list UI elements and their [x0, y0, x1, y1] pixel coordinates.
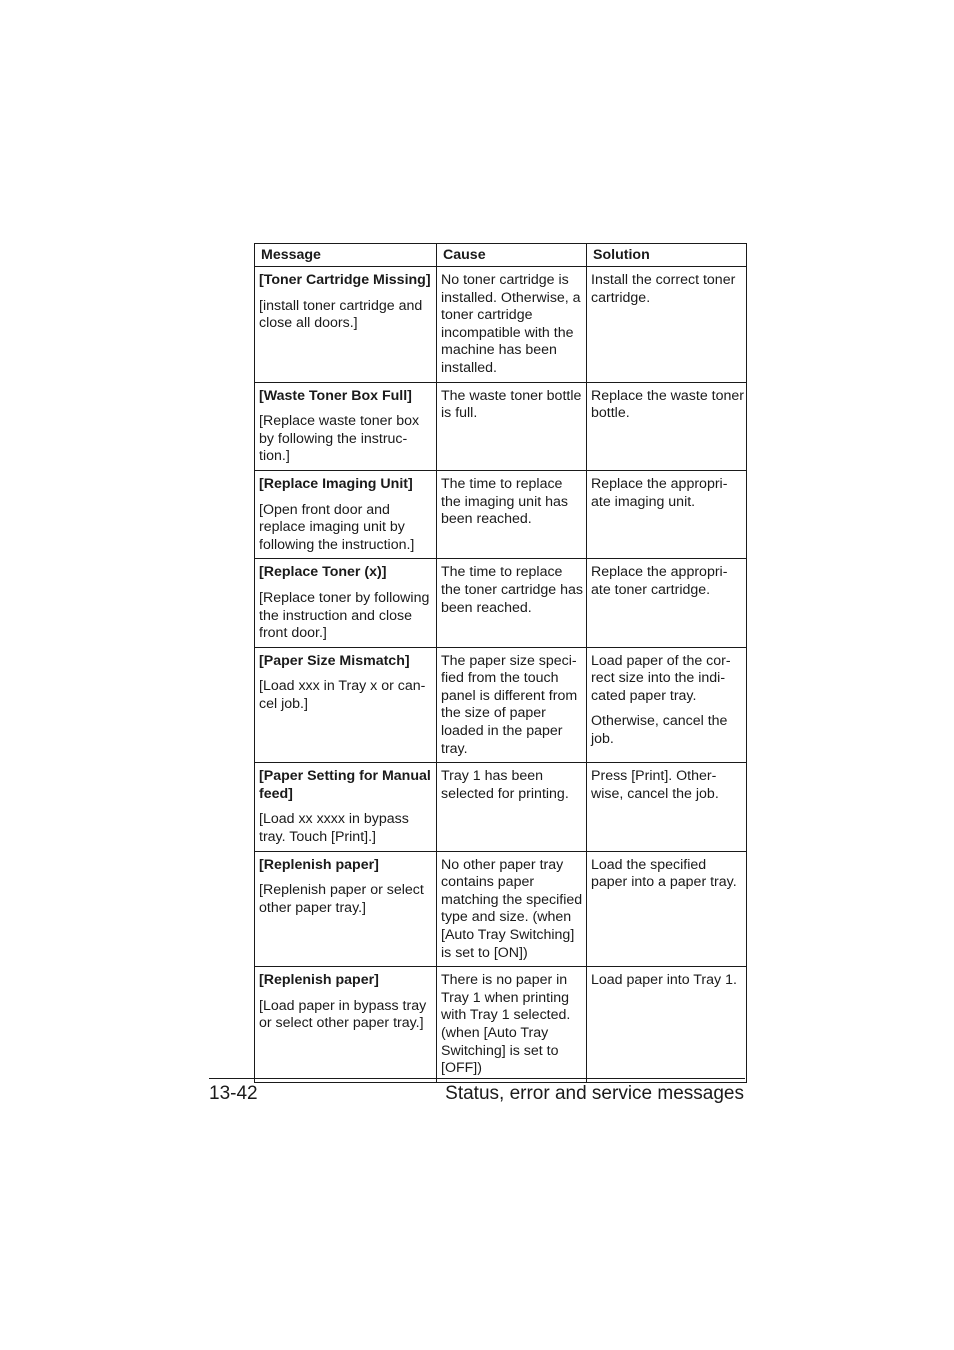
- solution-cell: [587, 267, 747, 383]
- solution-cell: [587, 967, 747, 1083]
- cause-text: There is no paper in Tray 1 when printing with Tray 1 selected. (when [Auto Tray Switching] is set to [OFF]): [441, 972, 571, 1077]
- solution-text: Replace the appropri-ate toner cartridge.: [591, 564, 728, 598]
- cause-cell: [437, 851, 587, 967]
- table-row: [255, 967, 747, 1083]
- message-text: [Load paper in bypass tray or select other paper tray.]: [259, 997, 427, 1032]
- solution-text: Load paper into Tray 1.: [591, 972, 737, 989]
- page-number: 13-42: [209, 1083, 258, 1104]
- message-cell: [255, 851, 437, 967]
- solution-text: Replace the waste toner bottle.: [591, 387, 745, 422]
- footer-divider: [209, 1078, 745, 1079]
- message-cell: [255, 267, 437, 383]
- solution-text: Press [Print]. Other-wise, cancel the job.: [591, 768, 719, 802]
- section-title: Status, error and service messages: [445, 1083, 744, 1104]
- cause-text: The time to replace the toner cartridge has been reached.: [441, 564, 583, 616]
- message-title: [Paper Size Mismatch]: [259, 652, 410, 669]
- cause-cell: [437, 763, 587, 851]
- cause-text: No other paper tray contains paper matching the specified type and size. (when [Auto Tray Switching] is set to [ON]): [441, 856, 583, 961]
- message-cell: [255, 470, 437, 558]
- solution-text: Load the specified paper into a paper tray.: [591, 856, 737, 891]
- header-cause: Cause: [437, 244, 587, 267]
- solution-cell: [587, 382, 747, 470]
- solution-text: Replace the appropri-ate imaging unit.: [591, 475, 728, 510]
- message-title: [Toner Cartridge Missing]: [259, 272, 431, 288]
- message-cell: [255, 647, 437, 763]
- message-cell: [255, 382, 437, 470]
- message-title: [Replace Toner (x)]: [259, 564, 387, 581]
- cause-text: The time to replace the imaging unit has been reached.: [441, 475, 568, 528]
- message-text: [Load xxx in Tray x or can-cel job.]: [259, 678, 426, 712]
- solution-cell: [587, 559, 747, 647]
- table-row: [255, 470, 747, 558]
- message-title: [Replenish paper]: [259, 856, 379, 873]
- table-row: [255, 851, 747, 967]
- message-title: [Paper Setting for Manual feed]: [259, 768, 431, 802]
- cause-text: The waste toner bottle is full.: [441, 387, 582, 422]
- cause-cell: [437, 647, 587, 763]
- cause-text: The paper size speci-fied from the touch panel is different from the size of paper loaded in the paper tray.: [441, 652, 578, 757]
- message-title: [Replenish paper]: [259, 972, 379, 989]
- table-header-row: [255, 244, 747, 267]
- message-text: [install toner cartridge and close all doors.]: [259, 297, 423, 332]
- cause-cell: [437, 559, 587, 647]
- message-title: [Replace Imaging Unit]: [259, 475, 413, 492]
- message-cell: [255, 967, 437, 1083]
- header-solution: Solution: [587, 244, 747, 267]
- table-row: [255, 763, 747, 851]
- message-text: [Replace waste toner box by following the instruc-tion.]: [259, 413, 420, 465]
- cause-cell: [437, 267, 587, 383]
- cause-text: No toner cartridge is installed. Otherwise, a toner cartridge incompatible with the machine has been installed.: [441, 272, 581, 376]
- cause-cell: [437, 470, 587, 558]
- solution-cell: [587, 647, 747, 763]
- table-row: [255, 267, 747, 383]
- message-text: [Load xx xxxx in bypass tray. Touch [Print].]: [259, 811, 409, 846]
- message-text: [Replenish paper or select other paper tray.]: [259, 882, 424, 916]
- message-title: [Waste Toner Box Full]: [259, 387, 412, 404]
- cause-cell: [437, 967, 587, 1083]
- messages-table: [254, 243, 747, 1083]
- message-text: [Replace toner by following the instruction and close front door.]: [259, 589, 430, 642]
- table-row: [255, 382, 747, 470]
- solution-cell: [587, 470, 747, 558]
- solution-text: Otherwise, cancel the job.: [591, 713, 728, 748]
- solution-text: Load paper of the cor-rect size into the indi-cated paper tray.: [591, 652, 731, 704]
- solution-cell: [587, 763, 747, 851]
- table-row: [255, 647, 747, 763]
- message-text: [Open front door and replace imaging unit by following the instruction.]: [259, 501, 415, 553]
- solution-text: Install the correct toner cartridge.: [591, 272, 736, 306]
- solution-cell: [587, 851, 747, 967]
- message-cell: [255, 559, 437, 647]
- message-cell: [255, 763, 437, 851]
- header-message: Message: [255, 244, 437, 267]
- cause-text: Tray 1 has been selected for printing.: [441, 768, 569, 802]
- table-row: [255, 559, 747, 647]
- cause-cell: [437, 382, 587, 470]
